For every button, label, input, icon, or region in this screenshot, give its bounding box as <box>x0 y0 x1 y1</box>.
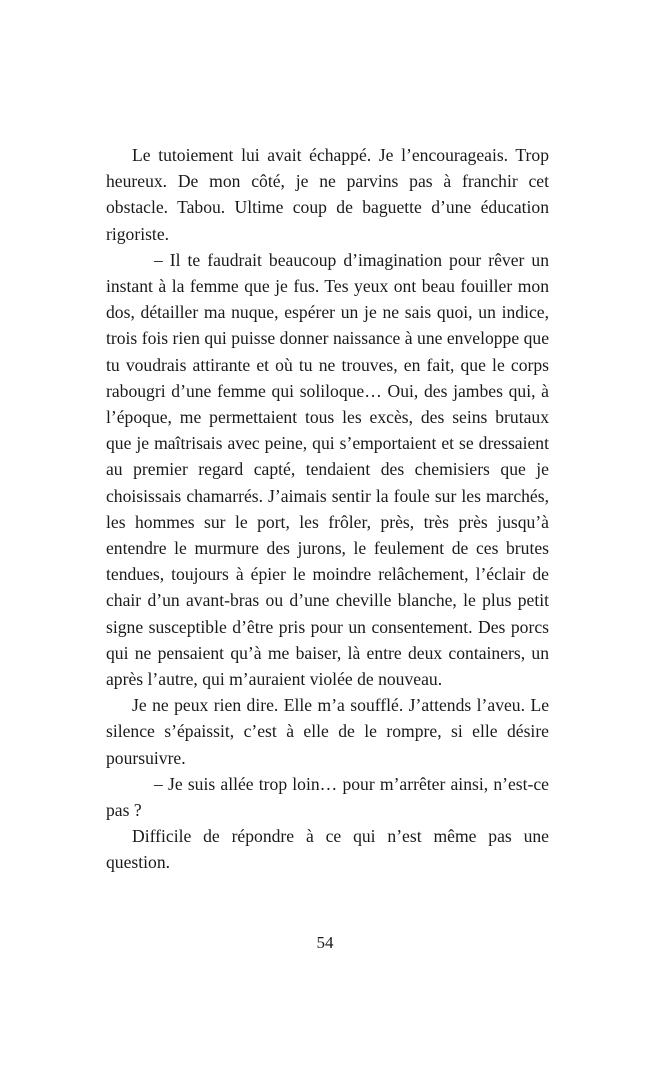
paragraph-narration-2: Je ne peux rien dire. Elle m’a soufflé. J’attends l’aveu. Le silence s’épaissit, c’est à elle de le rompre, si elle désire poursuivre. <box>106 695 549 768</box>
paragraph-dialogue-2: – Je suis allée trop loin… pour m’arrêter ainsi, n’est-ce pas ? <box>106 773 549 821</box>
paragraph-dialogue-1: – Il te faudrait beaucoup d’imagination pour rêver un instant à la femme que je fus. Tes yeux ont beau fouiller mon dos, détailler ma nuque, espérer un je ne sais quoi, un indice, trois fois rien qui puisse donner naissance à une enveloppe que tu voudrais attirante et où tu ne trouves, en fait, que le corps rabougri d’une femme qui soliloque… Oui, des jambes qui, à l’époque, me permettaient tous les excès, des seins brutaux que je maîtrisais avec peine, qui s’emportaient et se dressaient au premier regard capté, tendaient des chemisiers que je choisissais chamarrés. J’aimais sentir la foule sur les marchés, les hommes sur le port, les frôler, près, très près jusqu’à entendre le murmure des jurons, le feulement de ces brutes tendues, toujours à épier le moindre relâchement, l’éclair de chair d’un avant-bras ou d’une cheville blanche, le plus petit signe susceptible d’être pris pour un consentement. Des porcs qui ne pensaient qu’à me baiser, là entre deux containers, un après l’autre, qui m’auraient violée de nouveau. <box>106 249 549 690</box>
paragraph-narration-1: Le tutoiement lui avait échappé. Je l’encourageais. Trop heureux. De mon côté, je ne parvins pas à franchir cet obstacle. Tabou. Ultime coup de baguette d’une éducation rigoriste. <box>106 145 549 244</box>
page-number: 54 <box>316 933 334 952</box>
page-body <box>106 142 549 876</box>
paragraph-narration-3: Difficile de répondre à ce qui n’est même pas une question. <box>106 826 549 873</box>
